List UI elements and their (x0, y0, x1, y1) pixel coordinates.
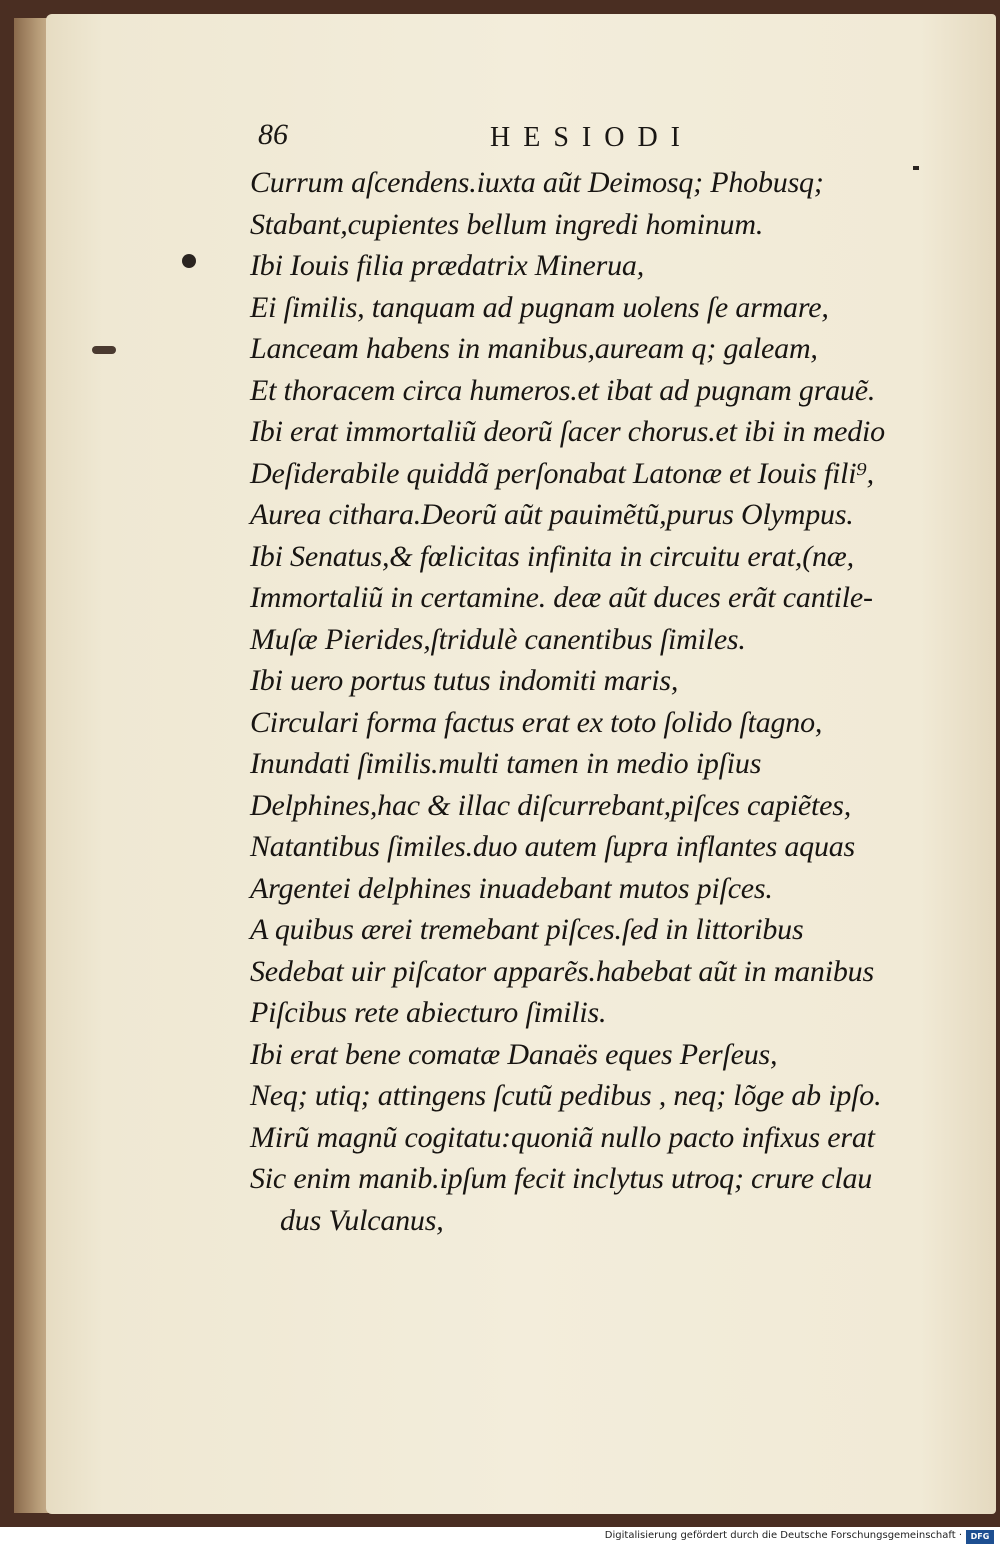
verse-line: A quibus ærei tremebant piſces.ſed in littoribus (250, 913, 804, 946)
verse-line: Sic enim manib.ipſum fecit inclytus utroq; crure clau (250, 1162, 873, 1195)
verse-line: Immortaliũ in certamine. deæ aũt duces erãt cantile- (250, 581, 873, 614)
verse-line: Inundati ſimilis.multi tamen in medio ipſius (250, 747, 762, 780)
verse-line: Ei ſimilis, tanquam ad pugnam uolens ſe armare, (250, 290, 829, 324)
verse-line: Stabant,cupientes bellum ingredi hominum. (250, 207, 764, 241)
verse-line: Currum aſcendens.iuxta aũt Deimosq; Phobusq; (250, 166, 824, 199)
verse-line: Ibi uero portus tutus indomiti maris, (250, 664, 679, 697)
verse-line: Muſæ Pierides,ſtridulè canentibus ſimiles. (250, 622, 746, 656)
page-number: 86 (258, 118, 288, 151)
verse-line-continuation: dus Vulcanus, (280, 1203, 444, 1237)
dfg-logo[interactable]: DFG (966, 1530, 994, 1544)
verse-line: Ibi erat immortaliũ deorũ ſacer chorus.et ibi in medio (250, 415, 885, 448)
verse-line: Ibi erat bene comatæ Danaës eques Perſeus, (250, 1037, 778, 1071)
verse-line: Natantibus ſimiles.duo autem ſupra inflantes aquas (250, 830, 856, 863)
running-head: HESIODI (490, 122, 693, 153)
verse-line: Et thoracem circa humeros.et ibat ad pugnam grauẽ. (250, 373, 876, 407)
verse-line: Lanceam habens in manibus,auream q; galeam, (250, 332, 818, 365)
verse-line: Piſcibus rete abiecturo ſimilis. (250, 996, 607, 1029)
verse-line: Sedebat uir piſcator apparẽs.habebat aũt in manibus (250, 954, 874, 988)
ink-mark (92, 346, 116, 354)
funding-credit: Digitalisierung gefördert durch die Deutsche Forschungsgemeinschaft · (604, 1530, 962, 1541)
verse-text-block (250, 162, 940, 1241)
verse-line: Neq; utiq; attingens ſcutũ pedibus , neq; lõge ab ipſo. (250, 1079, 882, 1112)
verse-line: Ibi Senatus,& fœlicitas infinita in circuitu erat,(næ, (250, 539, 854, 573)
verse-line: Delphines,hac & illac diſcurrebant,piſces capiẽtes, (250, 788, 852, 822)
ink-blot (182, 254, 196, 268)
footer-bar (0, 1527, 1000, 1547)
page-header (250, 118, 930, 158)
verse-line: Aurea cithara.Deorũ aũt pauimẽtũ,purus Olympus. (250, 498, 854, 531)
verse-line: Mirũ magnũ cogitatu:quoniã nullo pacto infixus erat (250, 1120, 875, 1154)
verse-line: Argentei delphines inuadebant mutos piſces. (250, 871, 773, 905)
verse-line: Circulari forma factus erat ex toto ſolido ſtagno, (250, 705, 823, 739)
verse-line: Deſiderabile quiddã perſonabat Latonæ et Iouis fili⁹, (250, 456, 874, 490)
verse-line: Ibi Iouis filia prædatrix Minerua, (250, 249, 645, 282)
